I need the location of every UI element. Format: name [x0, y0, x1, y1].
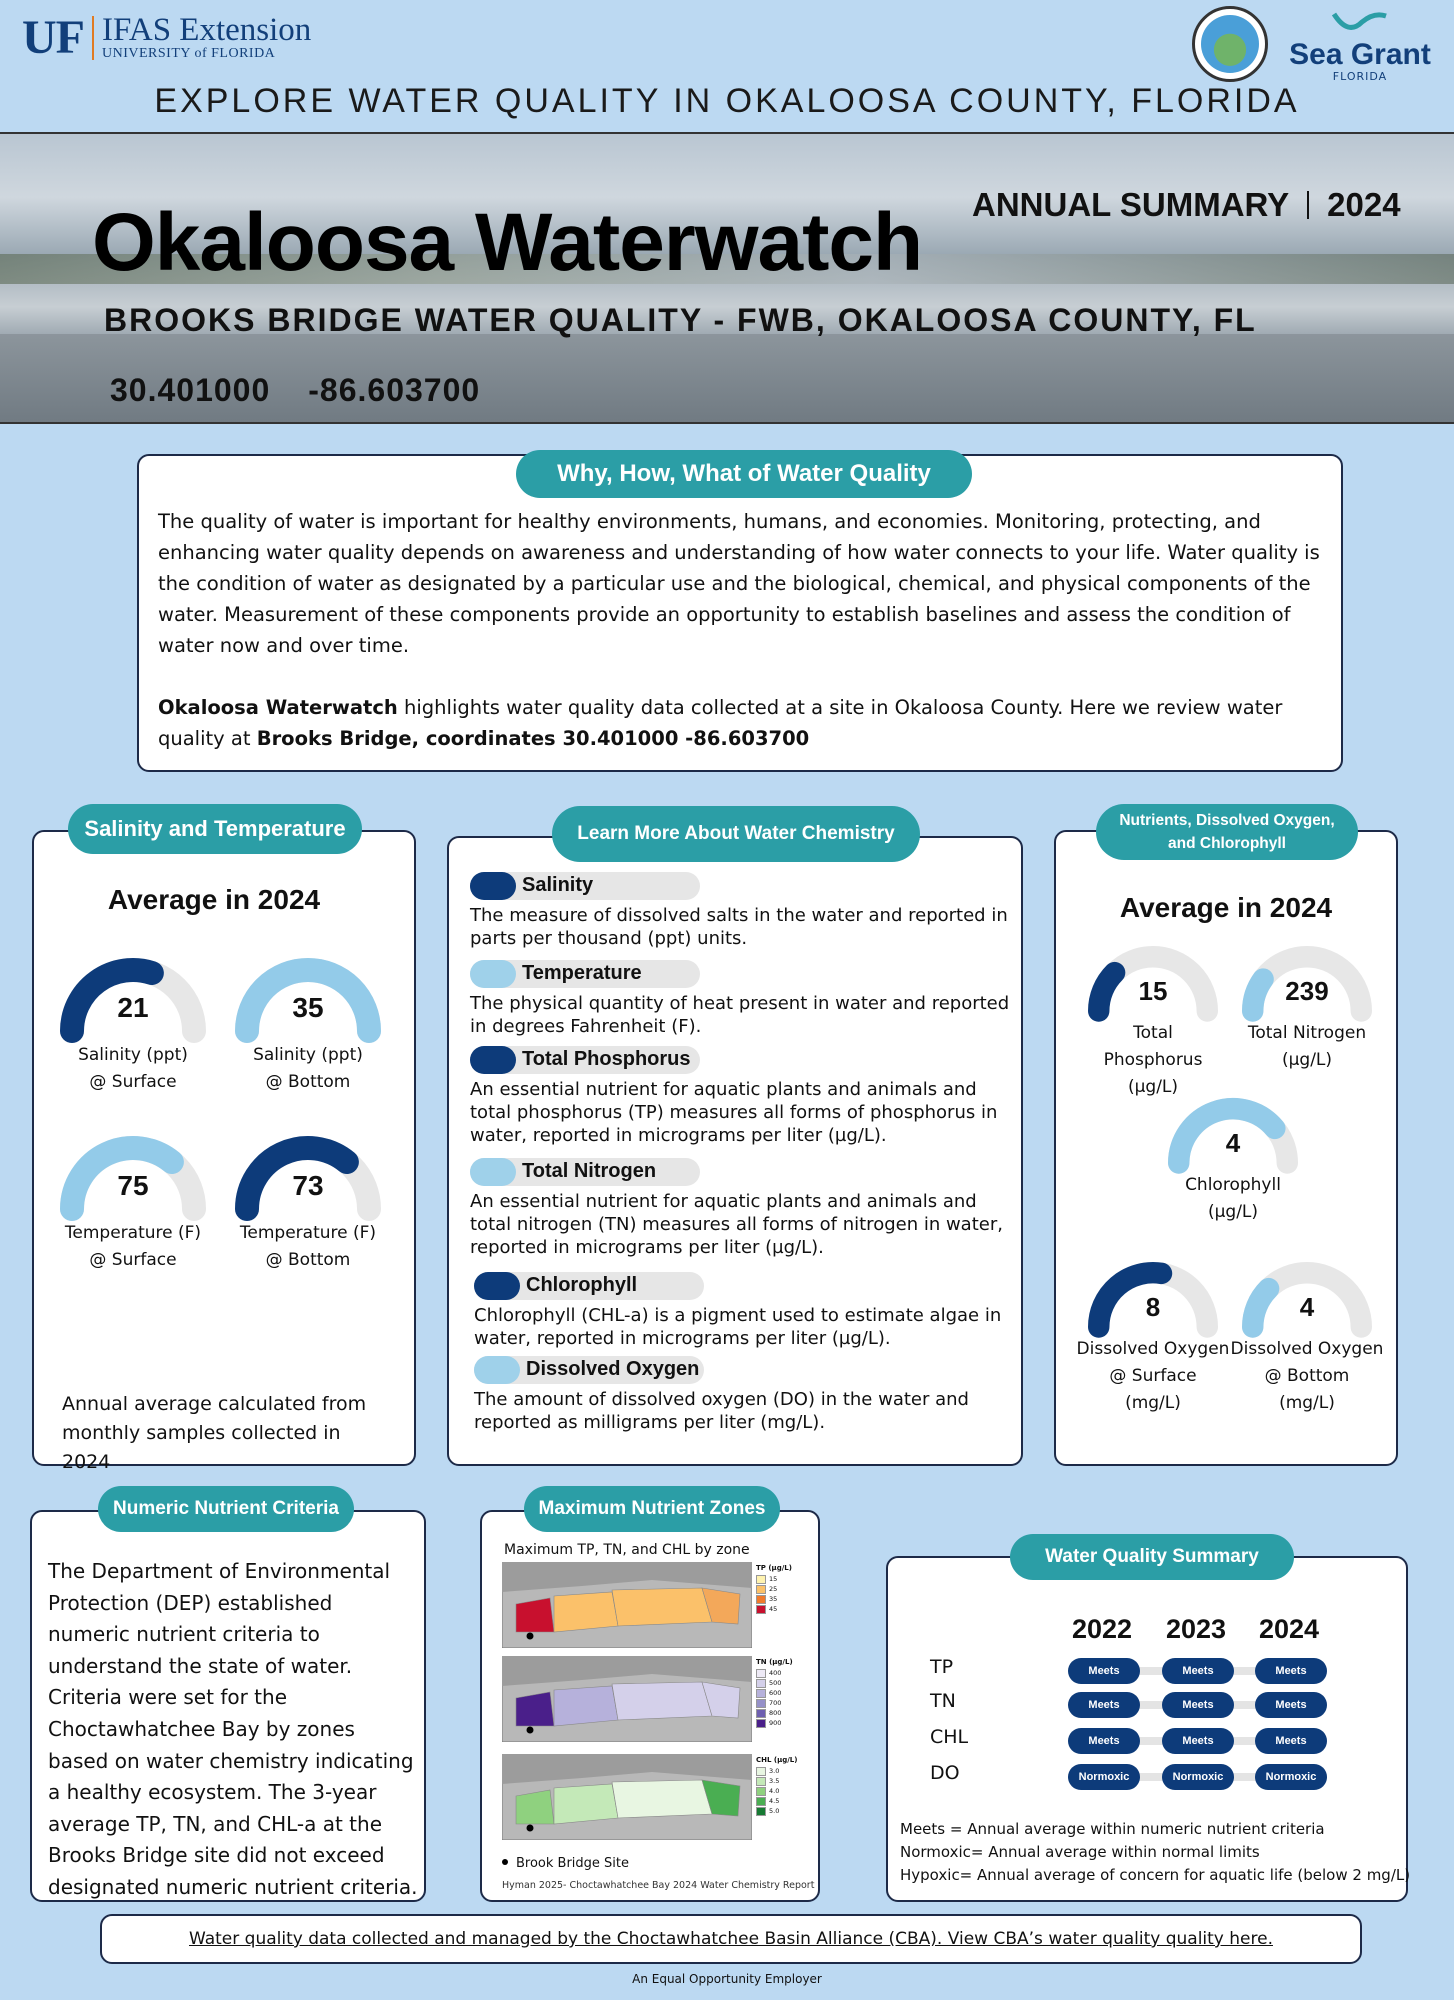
legend-swatch — [756, 1787, 766, 1796]
legend-entry — [756, 1688, 793, 1698]
site-marker — [527, 1727, 534, 1734]
why-body — [158, 506, 1328, 785]
salinity-bottom-label: Salinity (ppt) @ Bottom — [253, 1045, 363, 1092]
annual-average-note: Annual average calculated from monthly samples collected in 2024 — [62, 1393, 367, 1473]
chem-item-temperature — [470, 960, 1010, 1038]
legend-meets: Meets = Annual average within numeric nutrient criteria — [900, 1820, 1325, 1838]
do-bottom-gauge — [1240, 1260, 1374, 1343]
site-marker — [527, 1825, 534, 1832]
legend-swatch — [756, 1595, 766, 1604]
page-title: Okaloosa Waterwatch — [92, 197, 923, 288]
chlorophyll-label: Chlorophyll (µg/L) — [1185, 1175, 1281, 1222]
chem-item-dissolved-oxygen — [474, 1356, 1014, 1434]
chem-description: An essential nutrient for aquatic plants and animals and total nitrogen (TN) measures all forms of nitrogen in water, reported in micrograms per liter (µg/L). — [470, 1191, 1003, 1258]
chem-tag — [474, 1272, 704, 1300]
summary-year-2023: 2023 — [1166, 1614, 1227, 1644]
salinity-surface-gauge — [58, 956, 208, 1049]
legend-title: TP (µg/L) — [756, 1564, 792, 1572]
chem-dot-icon — [474, 1272, 520, 1300]
legend-value: 5.0 — [769, 1807, 780, 1815]
legend-swatch — [756, 1767, 766, 1776]
status-badge: Meets — [1068, 1658, 1140, 1684]
legend-swatch — [756, 1669, 766, 1678]
uf-ifas-logo — [22, 10, 311, 65]
do-surface-gauge — [1086, 1260, 1220, 1343]
legend-value: 45 — [769, 1605, 778, 1613]
temperature-bottom-value: 73 — [292, 1170, 324, 1201]
chem-name: Dissolved Oxygen — [526, 1358, 700, 1380]
zone-3 — [612, 1682, 712, 1720]
salinity-temp-heading: Salinity and Temperature — [68, 804, 362, 854]
legend-swatch — [756, 1679, 766, 1688]
legend-value: 35 — [769, 1595, 778, 1603]
legend-swatch — [756, 1605, 766, 1614]
chem-item-total-nitrogen — [470, 1158, 1010, 1259]
chem-dot-icon — [470, 872, 516, 900]
legend-value: 800 — [769, 1709, 782, 1717]
annual-summary-label: ANNUAL SUMMARY — [972, 186, 1290, 223]
status-badge: Meets — [1068, 1692, 1140, 1718]
legend-entry — [756, 1806, 797, 1816]
site-dot-icon — [502, 1859, 508, 1865]
uf-mark: UF — [22, 11, 84, 64]
legend-entry — [756, 1766, 797, 1776]
ifas-university: UNIVERSITY of FLORIDA — [101, 45, 276, 61]
chem-tag — [470, 960, 700, 988]
salinity-avg-heading: Average in 2024 — [107, 884, 321, 915]
chlorophyll-value: 4 — [1225, 1128, 1241, 1159]
zone-3 — [612, 1588, 712, 1626]
zone-map-3 — [502, 1754, 752, 1840]
salinity-surface-label: Salinity (ppt) @ Surface — [78, 1045, 188, 1092]
annual-year: 2024 — [1327, 186, 1401, 223]
legend-entry — [756, 1678, 793, 1688]
summary-year-2022: 2022 — [1072, 1614, 1133, 1644]
legend-value: 4.0 — [769, 1787, 780, 1795]
status-badge: Normoxic — [1068, 1764, 1140, 1790]
legend-value: 15 — [769, 1575, 778, 1583]
cba-data-link[interactable]: Water quality data collected and managed by the Choctawhatchee Basin Alliance (CBA). View CBA’s water quality quality here. — [189, 1929, 1273, 1949]
explore-title: EXPLORE WATER QUALITY IN OKALOOSA COUNTY, FLORIDA — [154, 82, 1300, 120]
legend-swatch — [756, 1777, 766, 1786]
footer-link-box — [100, 1914, 1362, 1964]
legend-normoxic: Normoxic= Annual average within normal limits — [900, 1843, 1260, 1861]
legend-entry — [756, 1718, 793, 1728]
site-marker — [527, 1633, 534, 1640]
salinity-surface-value: 21 — [117, 992, 149, 1023]
chem-tag — [470, 1046, 700, 1074]
chem-dot-icon — [470, 960, 516, 988]
legend-swatch — [756, 1689, 766, 1698]
legend-value: 4.5 — [769, 1797, 780, 1805]
legend-value: 3.0 — [769, 1767, 780, 1775]
status-badge: Meets — [1255, 1692, 1327, 1718]
legend-swatch — [756, 1719, 766, 1728]
why-heading: Why, How, What of Water Quality — [516, 450, 972, 498]
chem-name: Total Phosphorus — [522, 1048, 691, 1070]
legend-entry — [756, 1708, 793, 1718]
legend-value: 400 — [769, 1669, 782, 1677]
legend-title: CHL (µg/L) — [756, 1756, 798, 1764]
legend-swatch — [756, 1709, 766, 1718]
do-bottom-value: 4 — [1299, 1292, 1315, 1323]
wave-icon — [1330, 10, 1390, 36]
nnc-body: The Department of Environmental Protection (DEP) established numeric nutrient criteria to understand the state of water. Criteria were set for the Choctawhatchee Bay by zones based on water chemistry indicating a healthy ecosystem. The 3-year average TP, TN, and CHL-a at the Brooks Bridge site did not exceed designated numeric nutrient criteria. — [48, 1559, 418, 1899]
zone-1 — [516, 1790, 554, 1824]
zone-legend-2 — [756, 1658, 793, 1728]
okaloosa-county-seal — [1192, 6, 1268, 82]
legend-entry — [756, 1786, 797, 1796]
do-surface-value: 8 — [1145, 1292, 1161, 1323]
total-phosphorus-label: Total Phosphorus (µg/L) — [1103, 1023, 1203, 1097]
latitude: 30.401000 — [110, 372, 271, 408]
zone-3 — [612, 1780, 712, 1818]
sea-grant-name: Sea Grant — [1289, 38, 1431, 71]
legend-entry — [756, 1796, 797, 1806]
zone-2 — [554, 1592, 618, 1632]
legend-swatch — [756, 1585, 766, 1594]
zone-map-1 — [502, 1562, 752, 1648]
nutrients-avg-heading: Average in 2024 — [1119, 892, 1333, 923]
zone-1 — [516, 1692, 554, 1726]
legend-value: 700 — [769, 1699, 782, 1707]
total-phosphorus-gauge — [1086, 944, 1220, 1027]
legend-entry — [756, 1574, 792, 1584]
temperature-bottom-gauge — [233, 1134, 383, 1227]
zones-source: Hyman 2025- Choctawhatchee Bay 2024 Water Chemistry Report — [502, 1880, 815, 1891]
summary-param-do: DO — [930, 1762, 960, 1784]
legend-value: 3.5 — [769, 1777, 780, 1785]
legend-entry — [756, 1604, 792, 1614]
status-badge: Normoxic — [1162, 1764, 1234, 1790]
legend-swatch — [756, 1797, 766, 1806]
chem-tag — [474, 1356, 704, 1384]
legend-entry — [756, 1594, 792, 1604]
chem-dot-icon — [474, 1356, 520, 1384]
legend-hypoxic: Hypoxic= Annual average of concern for aquatic life (below 2 mg/L) — [900, 1866, 1411, 1884]
sea-grant-sub: FLORIDA — [1332, 70, 1388, 83]
chem-dot-icon — [470, 1046, 516, 1074]
salinity-bottom-gauge — [233, 956, 383, 1049]
legend-entry — [756, 1776, 797, 1786]
chem-dot-icon — [470, 1158, 516, 1186]
status-badge: Meets — [1255, 1658, 1327, 1684]
zone-2 — [554, 1686, 618, 1726]
summary-year-2024: 2024 — [1259, 1614, 1320, 1644]
status-badge: Meets — [1255, 1728, 1327, 1754]
zone-legend-3 — [756, 1756, 797, 1816]
legend-swatch — [756, 1807, 766, 1816]
nnc-heading: Numeric Nutrient Criteria — [98, 1486, 354, 1532]
total-nitrogen-gauge — [1240, 944, 1374, 1027]
why-paragraph-2: Okaloosa Waterwatch highlights water quality data collected at a site in Okaloosa County. Here we review water quality at Brooks Bridge, coordinates 30.401000 -86.603700 — [158, 696, 1283, 750]
summary-param-tp: TP — [930, 1656, 954, 1678]
legend-value: 25 — [769, 1585, 778, 1593]
chem-name: Chlorophyll — [526, 1274, 638, 1296]
status-badge: Meets — [1162, 1728, 1234, 1754]
do-bottom-label: Dissolved Oxygen @ Bottom (mg/L) — [1230, 1339, 1384, 1413]
logo-divider — [92, 16, 94, 60]
chem-description: Chlorophyll (CHL-a) is a pigment used to estimate algae in water, reported in micrograms per liter (µg/L). — [474, 1305, 1002, 1349]
chem-tag — [470, 1158, 700, 1186]
total-nitrogen-label: Total Nitrogen (µg/L) — [1247, 1023, 1367, 1070]
nutrients-heading: Nutrients, Dissolved Oxygen, and Chlorophyll — [1096, 804, 1358, 860]
annual-summary — [972, 186, 1401, 224]
summary-param-chl: CHL — [930, 1726, 969, 1748]
legend-value: 900 — [769, 1719, 782, 1727]
temperature-surface-gauge — [58, 1134, 208, 1227]
chem-description: The physical quantity of heat present in water and reported in degrees Fahrenheit (F). — [470, 993, 1010, 1037]
status-badge: Meets — [1162, 1658, 1234, 1684]
zone-1 — [516, 1598, 554, 1632]
chem-item-total-phosphorus — [470, 1046, 1010, 1147]
status-badge: Meets — [1162, 1692, 1234, 1718]
legend-value: 600 — [769, 1689, 782, 1697]
do-surface-label: Dissolved Oxygen @ Surface (mg/L) — [1076, 1339, 1230, 1413]
temperature-surface-value: 75 — [117, 1170, 149, 1201]
chem-name: Temperature — [522, 962, 642, 984]
chem-description: The amount of dissolved oxygen (DO) in the water and reported as milligrams per liter (mg/L). — [474, 1389, 969, 1433]
chem-tag — [470, 872, 700, 900]
chem-item-salinity — [470, 872, 1010, 950]
chem-name: Total Nitrogen — [522, 1160, 657, 1182]
chem-name: Salinity — [522, 874, 594, 896]
zone-map-2 — [502, 1656, 752, 1742]
salinity-bottom-value: 35 — [292, 992, 324, 1023]
status-badge: Normoxic — [1255, 1764, 1327, 1790]
site-subtitle: BROOKS BRIDGE WATER QUALITY - FWB, OKALOOSA COUNTY, FL — [104, 302, 1257, 338]
site-coordinates — [110, 372, 518, 409]
temperature-bottom-label: Temperature (F) @ Bottom — [239, 1223, 377, 1270]
legend-swatch — [756, 1699, 766, 1708]
total-nitrogen-value: 239 — [1285, 976, 1329, 1007]
legend-value: 500 — [769, 1679, 782, 1687]
legend-entry — [756, 1698, 793, 1708]
equal-opportunity-note: An Equal Opportunity Employer — [632, 1972, 822, 1986]
chem-item-chlorophyll — [474, 1272, 1014, 1350]
status-badge: Meets — [1068, 1728, 1140, 1754]
total-phosphorus-value: 15 — [1138, 976, 1168, 1007]
zones-heading: Maximum Nutrient Zones — [524, 1486, 780, 1532]
zone-2 — [554, 1784, 618, 1824]
summary-heading: Water Quality Summary — [1010, 1534, 1294, 1580]
chemistry-heading: Learn More About Water Chemistry — [552, 806, 920, 862]
zone-legend-1 — [756, 1564, 792, 1614]
sea-grant-logo — [1286, 10, 1434, 83]
temperature-surface-label: Temperature (F) @ Surface — [64, 1223, 202, 1270]
summary-param-tn: TN — [930, 1690, 956, 1712]
legend-swatch — [756, 1575, 766, 1584]
ifas-name: IFAS Extension — [101, 11, 312, 48]
chlorophyll-gauge — [1166, 1096, 1300, 1179]
longitude: -86.603700 — [308, 372, 481, 408]
why-paragraph-1: The quality of water is important for healthy environments, humans, and economies. Monitoring, protecting, and enhancing water quality depends on awareness and understanding of how water connects to your life. Water quality is the condition of water as designated by a particular use and the biological, chemical, and physical components of the water. Measurement of these components provide an opportunity to establish baselines and assess the condition of water now and over time. — [158, 510, 1320, 657]
legend-title: TN (µg/L) — [756, 1658, 793, 1666]
chem-description: An essential nutrient for aquatic plants and animals and total phosphorus (TP) measures all forms of phosphorus in water, reported in micrograms per liter (µg/L). — [470, 1079, 998, 1146]
legend-entry — [756, 1584, 792, 1594]
brook-bridge-site-legend: Brook Bridge Site — [502, 1856, 629, 1871]
legend-entry — [756, 1668, 793, 1678]
chem-description: The measure of dissolved salts in the water and reported in parts per thousand (ppt) units. — [470, 905, 1008, 949]
zones-map-title: Maximum TP, TN, and CHL by zone — [504, 1542, 750, 1558]
